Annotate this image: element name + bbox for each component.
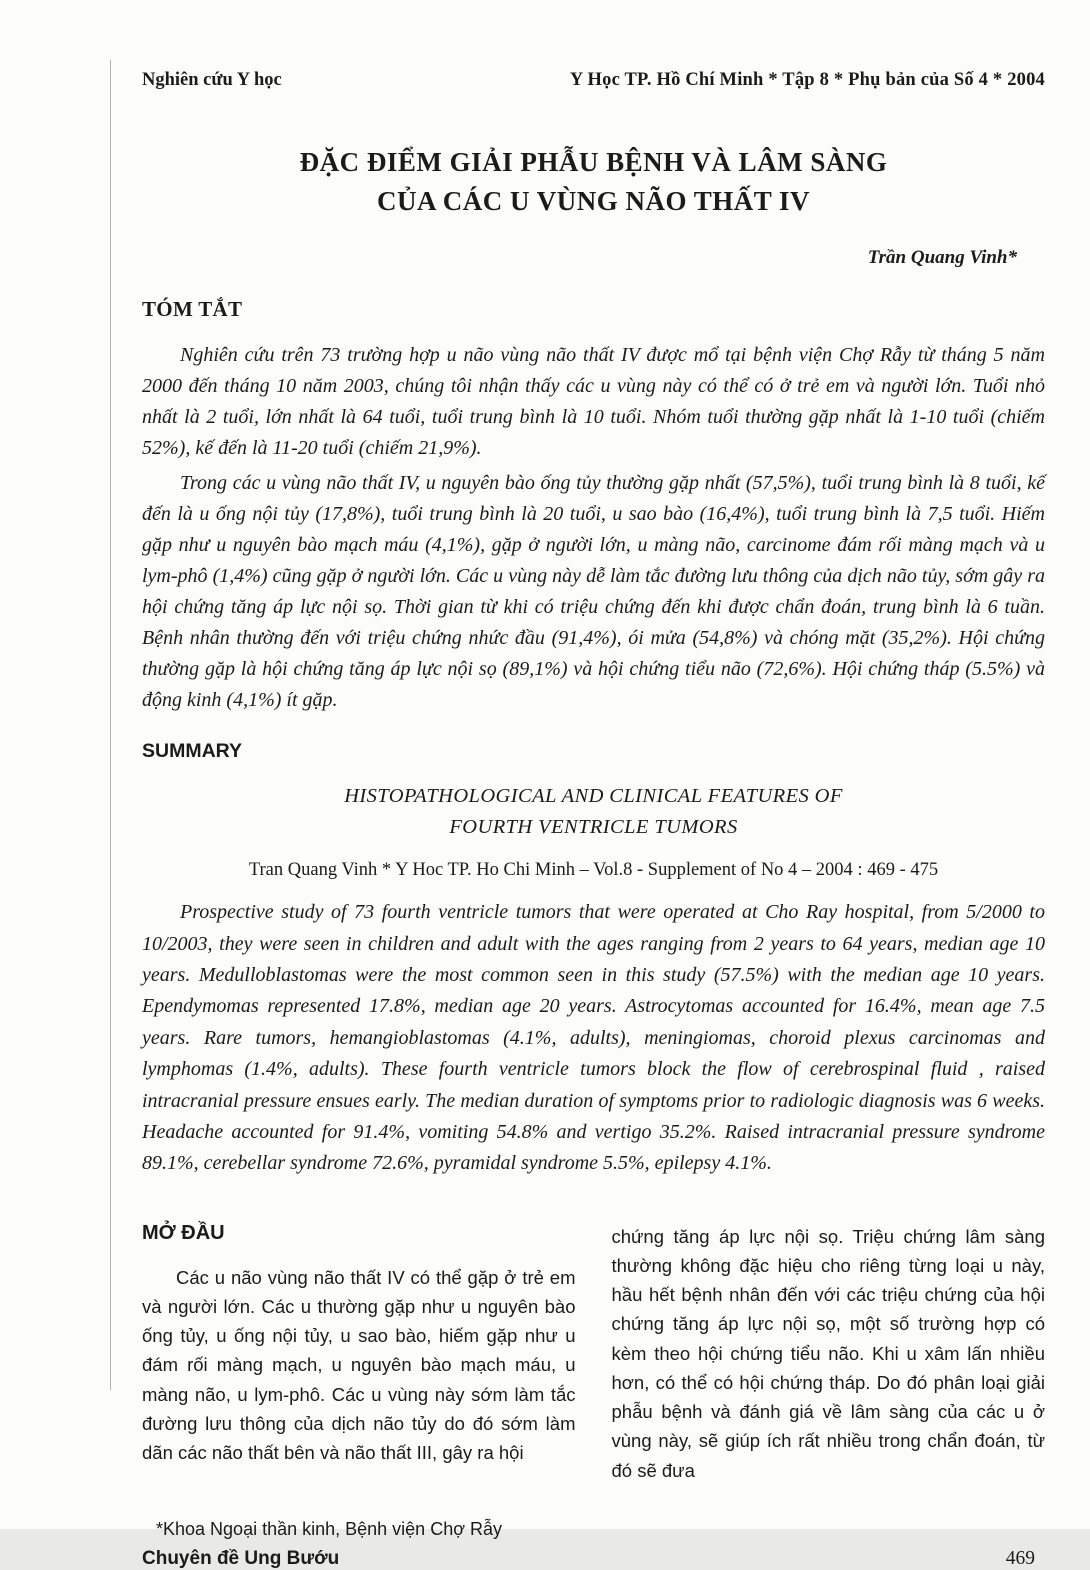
abstract-vietnamese bbox=[142, 297, 1045, 715]
page-header bbox=[142, 70, 1045, 91]
introduction-section bbox=[142, 1222, 1045, 1485]
intro-column-right bbox=[612, 1222, 1046, 1485]
citation-line: Tran Quang Vinh * Y Hoc TP. Ho Chi Minh – Vol.8 - Supplement of No 4 – 2004 : 469 - 475 bbox=[248, 860, 939, 881]
binding-edge-line bbox=[110, 60, 111, 1390]
intro-right-paragraph: chứng tăng áp lực nội sọ. Triệu chứng lâm sàng thường không đặc hiệu cho riêng từng loại u này, hầu hết bệnh nhân đến với các triệu chứng của hội chứng tăng áp lực nội sọ, một số trường hợp có kèm theo hội chứng tiểu não. Khi u xâm lấn nhiều hơn, có thể có hội chứng tháp. Do đó phân loại giải phẫu bệnh và đánh giá về lâm sàng của các u ở vùng này, sẽ giúp ích rất nhiều trong chẩn đoán, từ đó sẽ đưa bbox=[611, 1225, 1045, 1481]
article-title-line1: ĐẶC ĐIỂM GIẢI PHẪU BỆNH VÀ LÂM SÀNG bbox=[299, 147, 888, 177]
summary-heading: SUMMARY bbox=[142, 739, 243, 762]
abstract-vi-heading: TÓM TẮT bbox=[142, 297, 243, 322]
page-footer bbox=[142, 1519, 1045, 1570]
running-head-journal: Y Học TP. Hồ Chí Minh * Tập 8 * Phụ bản của Số 4 * 2004 bbox=[569, 70, 1045, 90]
english-title-line1: HISTOPATHOLOGICAL AND CLINICAL FEATURES OF bbox=[344, 784, 843, 807]
english-title bbox=[142, 781, 1045, 845]
abstract-english bbox=[142, 740, 1045, 1180]
author-affiliation: *Khoa Ngoại thần kinh, Bệnh viện Chợ Rẫy bbox=[156, 1518, 503, 1539]
english-title-line2: FOURTH VENTRICLE TUMORS bbox=[449, 816, 738, 839]
intro-column-left bbox=[142, 1222, 576, 1485]
intro-heading: MỞ ĐẦU bbox=[142, 1221, 225, 1244]
abstract-en-paragraph: Prospective study of 73 fourth ventricle tumors that were operated at Cho Ray hospital, from 5/2000 to 10/2003, they were seen in children and adult with the ages ranging from 2 years to 64 years, median age 10 years. Medulloblastomas were the most common seen in this study (57.5%) with the median age 10 years. Ependymomas represented 17.8%, median age 20 years. Astrocytomas accounted for 16.4%, mean age 7.5 years. Rare tumors, hemangioblastomas (4.1%, adults), meningiomas, choroid plexus carcinomas and lymphomas (1.4%, adults). These fourth ventricle tumors block the flow of cerebrospinal fluid , raised intracranial pressure ensues early. The median duration of symptoms prior to radiologic diagnosis was 6 weeks. Headache accounted for 91.4%, vomiting 54.8% and vertigo 35.2%. Raised intracranial pressure syndrome 89.1%, cerebellar syndrome 72.6%, pyramidal syndrome 5.5%, epilepsy 4.1%. bbox=[142, 901, 1045, 1175]
intro-left-paragraph: Các u não vùng não thất IV có thể gặp ở trẻ em và người lớn. Các u thường gặp như u nguyên bào ống tủy, u ống nội tủy, u sao bào, hiếm gặp như u đám rối màng mạch, u nguyên bào mạch máu, u màng não, u lym-phô. Các u vùng này sớm làm tắc đường lưu thông của dịch não tủy do đó sớm làm dãn các não thất bên và não thất III, gây ra hội bbox=[142, 1266, 576, 1464]
footer-row bbox=[142, 1548, 1045, 1570]
issue-topic: Chuyên đề Ung Bướu bbox=[142, 1547, 340, 1569]
article-title bbox=[142, 143, 1045, 221]
abstract-vi-paragraph-2: Trong các u vùng não thất IV, u nguyên bào ống tủy thường gặp nhất (57,5%), tuổi trung bình là 8 tuổi, kế đến là u ống nội tủy (17,8%), tuổi trung bình là 20 tuổi, u sao bào (16,4%), tuổi trung bình là 7,5 tuổi. Hiếm gặp như u nguyên bào mạch máu (4,1%), gặp ở người lớn, u màng não, carcinome đám rối màng mạch và u lym-phô (1,4%) cũng gặp ở người lớn. Các u vùng này dễ làm tắc đường lưu thông của dịch não tủy, sớm gây ra hội chứng tăng áp lực nội sọ. Thời gian từ khi có triệu chứng đến khi được chẩn đoán, trung bình là 6 tuần. Bệnh nhân thường đến với triệu chứng nhức đầu (91,4%), ói mửa (54,8%) và chóng mặt (35,2%). Hội chứng thường gặp là hội chứng tăng áp lực nội sọ (89,1%) và hội chứng tiểu não (72,6%). Hội chứng tháp (5.5%) và động kinh (4,1%) ít gặp. bbox=[142, 471, 1045, 711]
page-number: 469 bbox=[1005, 1547, 1035, 1569]
author-byline: Trần Quang Vinh* bbox=[867, 247, 1017, 269]
article-title-line2: CỦA CÁC U VÙNG NÃO THẤT IV bbox=[376, 186, 811, 217]
abstract-vi-paragraph-1: Nghiên cứu trên 73 trường hợp u não vùng não thất IV được mổ tại bệnh viện Chợ Rẫy từ tháng 5 năm 2000 đến tháng 10 năm 2003, chúng tôi nhận thấy các u vùng này có thể có ở trẻ em và người lớn. Tuổi nhỏ nhất là 2 tuổi, lớn nhất là 64 tuổi, tuổi trung bình là 10 tuổi. Nhóm tuổi thường gặp nhất là 1-10 tuổi (chiếm 52%), kế đến là 11-20 tuổi (chiếm 21,9%). bbox=[142, 343, 1045, 459]
running-head-section: Nghiên cứu Y học bbox=[142, 70, 282, 90]
